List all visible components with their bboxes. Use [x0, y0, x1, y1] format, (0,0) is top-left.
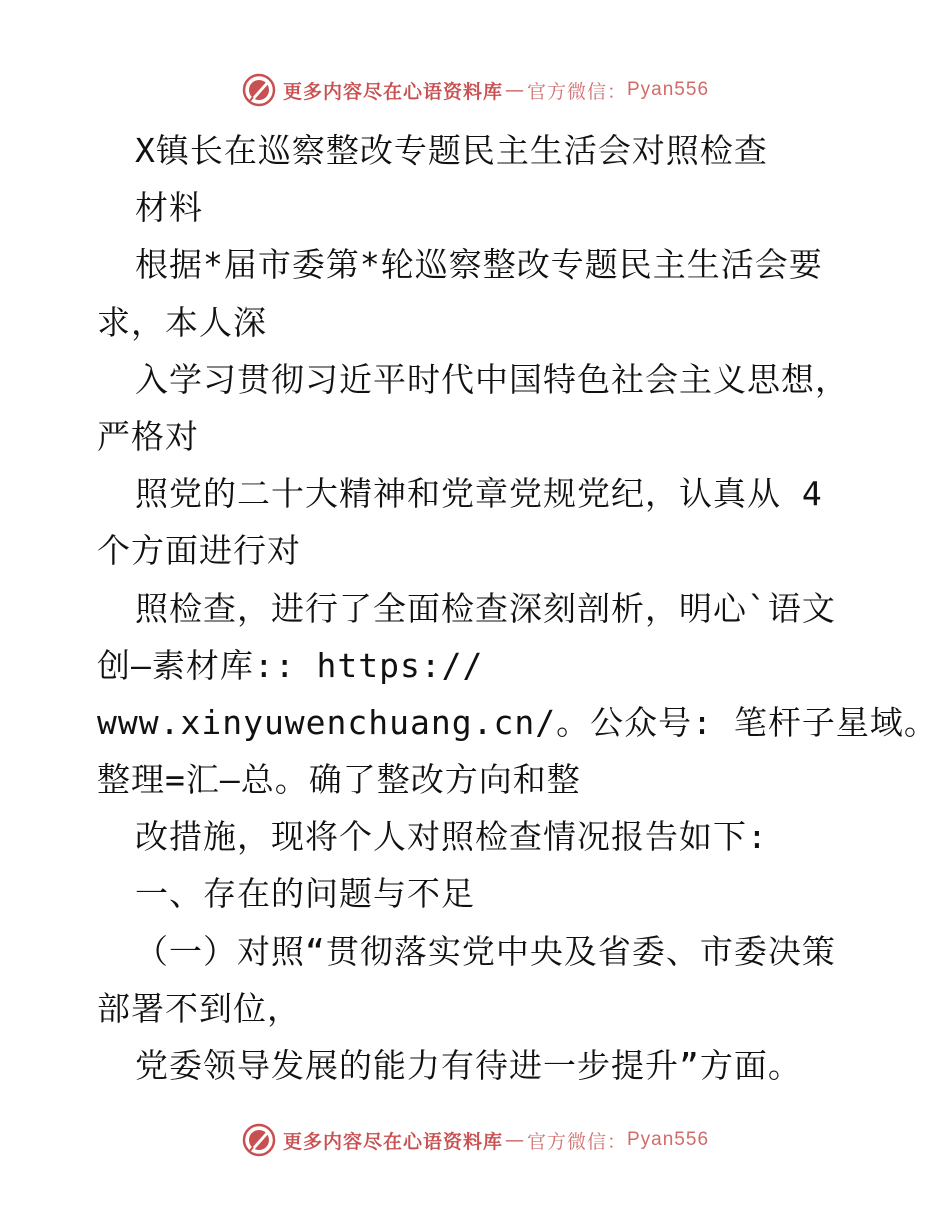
text-line: （一）对照“贯彻落实党中央及省委、市委决策: [135, 931, 836, 971]
text-line: 创—素材库:: https://: [97, 645, 484, 685]
text-line: 一、存在的问题与不足: [135, 874, 475, 914]
text-line: www.xinyuwenchuang.cn/。公众号: 笔杆子星域。: [97, 702, 938, 742]
text-line: 改措施，现将个人对照检查情况报告如下:: [135, 817, 768, 857]
text-line: 照党的二十大精神和党章党规党纪，认真从 4: [135, 474, 823, 514]
watermark-label: 官方微信：: [526, 1130, 627, 1153]
text-line: X镇长在巡察整改专题民主生活会对照检查: [135, 131, 768, 170]
header-watermark: [0, 70, 950, 110]
footer-watermark: [0, 1120, 950, 1160]
watermark-wechat-id: Pyan556: [627, 1129, 710, 1150]
text-line: 根据*届市委第*轮巡察整改专题民主生活会要: [135, 245, 823, 285]
quill-pen-logo-icon: [241, 72, 277, 108]
watermark-brand: 更多内容尽在心语资料库: [282, 80, 503, 103]
text-line: 求，本人深: [97, 302, 267, 342]
quill-pen-logo-icon: [241, 1122, 277, 1158]
text-line: 个方面进行对: [97, 531, 301, 571]
text-line: 党委领导发展的能力有待进一步提升”方面。: [135, 1046, 802, 1085]
text-line: 照检查，进行了全面检查深刻剖析，明心`语文: [135, 588, 836, 628]
watermark-separator: —: [504, 79, 525, 101]
text-line: 入学习贯彻习近平时代中国特色社会主义思想，: [135, 359, 849, 399]
text-line: 部署不到位，: [97, 988, 301, 1028]
watermark-brand: 更多内容尽在心语资料库: [282, 1130, 503, 1153]
watermark-separator: —: [504, 1129, 525, 1151]
text-line: 材料: [135, 188, 203, 228]
text-line: 严格对: [97, 416, 199, 456]
watermark-wechat-id: Pyan556: [627, 79, 710, 100]
watermark-label: 官方微信：: [526, 80, 627, 103]
document-body: [97, 122, 938, 1094]
text-line: 整理=汇—总。确了整改方向和整: [97, 760, 581, 800]
